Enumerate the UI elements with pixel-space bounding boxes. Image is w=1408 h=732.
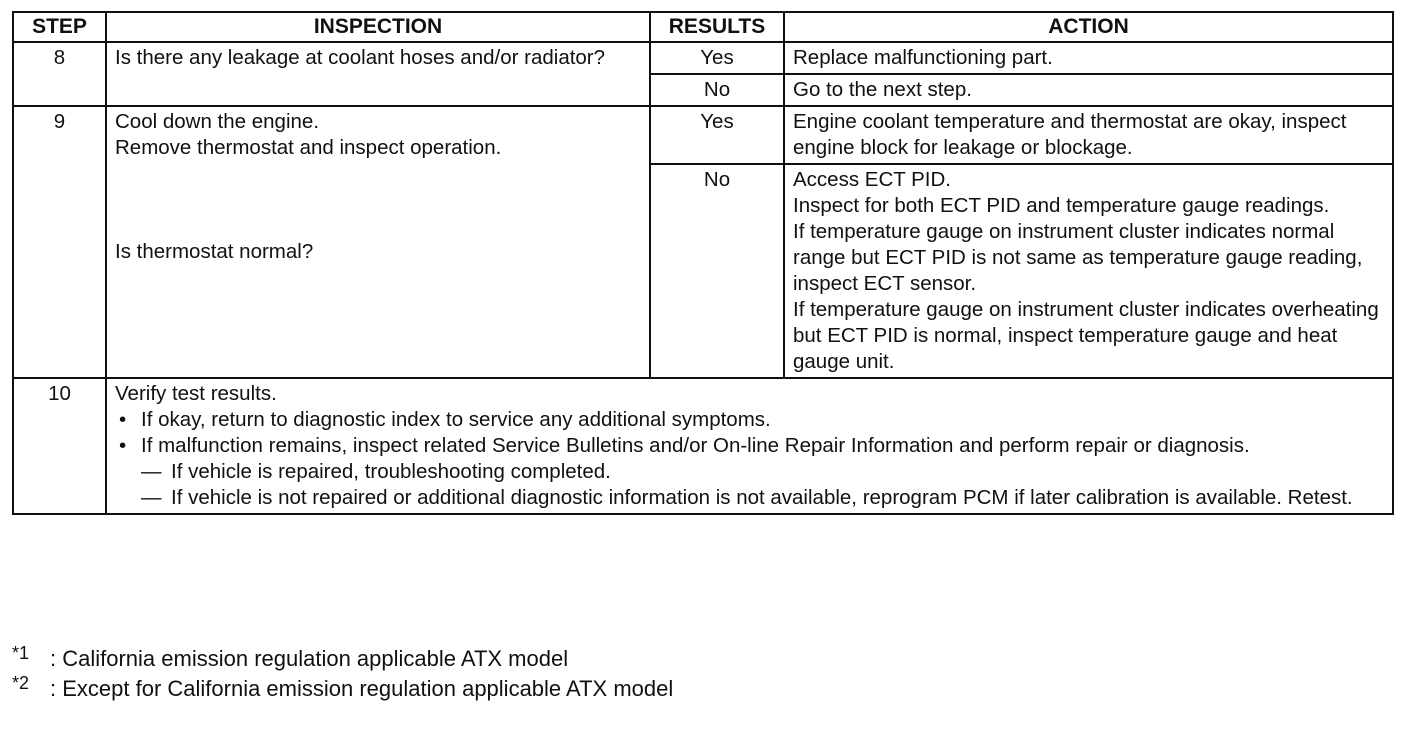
header-inspection: INSPECTION <box>106 12 650 42</box>
step9-no-action-4: If temperature gauge on instrument cluster indicates overheating but ECT PID is normal, inspect temperature gauge and heat gauge unit. <box>793 298 1379 373</box>
step10-number: 10 <box>13 378 106 514</box>
table-row-step8-yes <box>13 42 1393 74</box>
footnotes <box>12 644 673 704</box>
step10-sub2: If vehicle is not repaired or additional diagnostic information is not available, reprogram PCM if later calibration is available. Retest. <box>171 486 1353 509</box>
step10-bullet-list <box>115 407 1384 511</box>
step9-no-action <box>784 164 1393 378</box>
step10-bullet2: If malfunction remains, inspect related Service Bulletins and/or On-line Repair Information and perform repair or diagnosis. <box>141 434 1250 457</box>
step9-yes-action: Engine coolant temperature and thermostat are okay, inspect engine block for leakage or blockage. <box>784 106 1393 164</box>
footnote-1 <box>12 644 673 674</box>
list-item <box>171 459 1384 485</box>
list-item <box>141 407 1384 433</box>
step9-no-action-2: Inspect for both ECT PID and temperature gauge readings. <box>793 194 1330 217</box>
step10-bullet1: If okay, return to diagnostic index to service any additional symptoms. <box>141 408 771 431</box>
list-item <box>171 485 1384 511</box>
footnote-2-mark: *2 <box>12 673 30 693</box>
step9-no-action-1: Access ECT PID. <box>793 168 951 191</box>
step8-inspection: Is there any leakage at coolant hoses and/or radiator? <box>106 42 650 106</box>
footnote-1-mark: *1 <box>12 643 30 663</box>
step9-no-result: No <box>650 164 784 378</box>
header-action: ACTION <box>784 12 1393 42</box>
step9-no-action-3: If temperature gauge on instrument cluster indicates normal range but ECT PID is not same as temperature gauge reading, inspect ECT sensor. <box>793 220 1363 295</box>
table-row-step10 <box>13 378 1393 514</box>
table-row-step9-yes <box>13 106 1393 164</box>
step8-no-result: No <box>650 74 784 106</box>
step10-content <box>106 378 1393 514</box>
step9-inspection <box>106 106 650 378</box>
step8-number: 8 <box>13 42 106 106</box>
step10-intro: Verify test results. <box>115 382 277 405</box>
footnote-2-text: : Except for California emission regulation applicable ATX model <box>50 676 674 701</box>
step9-inspection-line1: Cool down the engine. <box>115 110 320 133</box>
step8-yes-action: Replace malfunctioning part. <box>784 42 1393 74</box>
step10-sub1: If vehicle is repaired, troubleshooting completed. <box>171 460 611 483</box>
step8-no-action: Go to the next step. <box>784 74 1393 106</box>
step9-inspection-line2: Remove thermostat and inspect operation. <box>115 136 502 159</box>
footnote-1-text: : California emission regulation applicable ATX model <box>50 646 569 671</box>
footnote-2 <box>12 674 673 704</box>
header-results: RESULTS <box>650 12 784 42</box>
header-row <box>13 12 1393 42</box>
step8-yes-result: Yes <box>650 42 784 74</box>
header-step: STEP <box>13 12 106 42</box>
list-item <box>141 433 1384 511</box>
step9-yes-result: Yes <box>650 106 784 164</box>
step9-number: 9 <box>13 106 106 378</box>
step10-sub-list <box>141 459 1384 511</box>
spacer <box>115 161 641 239</box>
diagnostic-table <box>12 11 1394 515</box>
step9-inspection-question: Is thermostat normal? <box>115 240 314 263</box>
